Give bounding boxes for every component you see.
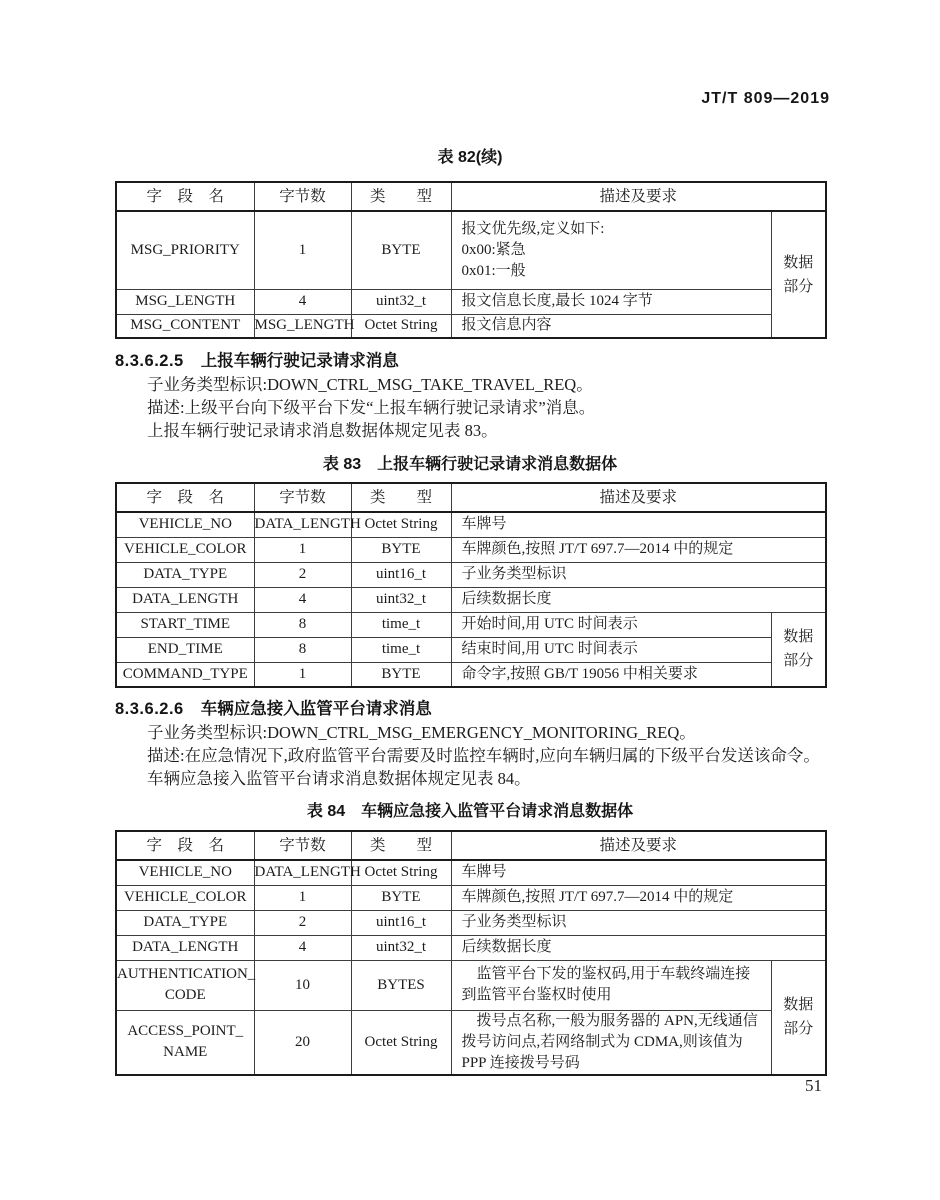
type-cell: time_t [351,637,451,662]
description-line: 报文优先级,定义如下: [461,220,605,237]
table-82-title: 表 82(续) [437,149,503,166]
section-body [147,721,860,790]
field-name-cell: VEHICLE_COLOR [116,885,254,910]
type-cell: uint32_t [351,587,451,612]
field-name-cell: MSG_LENGTH [116,289,254,314]
description-cell: 监管平台下发的鉴权码,用于车载终端连接到监管平台鉴权时使用 [451,960,771,1010]
table-83 [115,482,827,688]
type-cell: BYTE [351,537,451,562]
field-name-cell: END_TIME [116,637,254,662]
field-name-cell: DATA_LENGTH [116,935,254,960]
description-line: 0x01:一般 [461,262,526,279]
table-row [116,1010,826,1075]
table-row [116,612,826,637]
table-row [116,562,826,587]
byte-count-cell: MSG_LENGTH [254,314,351,338]
table-row [116,211,826,289]
section-paragraph: 描述:上级平台向下级平台下发“上报车辆行驶记录请求”消息。 [147,398,596,417]
byte-count-cell: DATA_LENGTH [254,860,351,885]
section-paragraph: 子业务类型标识:DOWN_CTRL_MSG_TAKE_TRAVEL_REQ。 [147,375,593,394]
field-name-cell: MSG_PRIORITY [116,211,254,289]
byte-count-cell: 20 [254,1010,351,1075]
description-cell: 后续数据长度 [451,587,826,612]
field-name-cell: DATA_LENGTH [116,587,254,612]
section-8-3-6-2-6 [115,698,860,790]
byte-count-cell: 1 [254,537,351,562]
type-cell: BYTE [351,662,451,687]
description-cell: 报文信息内容 [451,314,771,338]
table-row [116,960,826,1010]
byte-count-cell: 2 [254,910,351,935]
header-byte-count: 字节数 [254,483,351,512]
table-row [116,314,826,338]
field-name-line: NAME [163,1044,208,1060]
document-code: JT/T 809—2019 [701,90,830,107]
field-name-cell: START_TIME [116,612,254,637]
table-row [116,587,826,612]
byte-count-cell: 1 [254,211,351,289]
type-cell: BYTE [351,885,451,910]
field-name-cell: VEHICLE_NO [116,860,254,885]
header-field-name: 字 段 名 [116,182,254,211]
table-row [116,885,826,910]
description-cell: 车牌颜色,按照 JT/T 697.7—2014 中的规定 [451,537,826,562]
header-description: 描述及要求 [451,831,826,860]
field-name-line: ACCESS_POINT_ [127,1023,244,1039]
type-cell: Octet String [351,860,451,885]
field-name-cell: COMMAND_TYPE [116,662,254,687]
table-84-title: 表 84 车辆应急接入监管平台请求消息数据体 [306,803,634,820]
field-name-line: AUTHENTICATION_ [117,966,256,982]
field-name-cell [116,960,254,1010]
description-cell: 结束时间,用 UTC 时间表示 [451,637,771,662]
type-cell: time_t [351,612,451,637]
description-cell: 命令字,按照 GB/T 19056 中相关要求 [451,662,771,687]
description-cell: 拨号点名称,一般为服务器的 APN,无线通信拨号访问点,若网络制式为 CDMA,则该值为 PPP 连接拨号号码 [451,1010,771,1075]
header-description: 描述及要求 [451,182,826,211]
table-83-title: 表 83 上报车辆行驶记录请求消息数据体 [322,456,618,473]
section-body [147,373,860,442]
type-cell: BYTES [351,960,451,1010]
section-paragraph: 车辆应急接入监管平台请求消息数据体规定见表 84。 [147,769,531,788]
field-name-cell: VEHICLE_NO [116,512,254,537]
header-byte-count: 字节数 [254,831,351,860]
header-type: 类 型 [351,831,451,860]
table-row [116,512,826,537]
type-cell: Octet String [351,1010,451,1075]
type-cell: Octet String [351,512,451,537]
type-cell: uint16_t [351,910,451,935]
type-cell: uint32_t [351,935,451,960]
table-header-row [116,483,826,512]
description-line: 0x00:紧急 [461,241,526,258]
description-cell: 车牌号 [451,860,826,885]
description-cell: 报文信息长度,最长 1024 字节 [451,289,771,314]
header-type: 类 型 [351,483,451,512]
field-name-cell [116,1010,254,1075]
description-cell: 车牌号 [451,512,826,537]
type-cell: BYTE [351,211,451,289]
table-row [116,637,826,662]
byte-count-cell: 2 [254,562,351,587]
table-row [116,935,826,960]
field-name-line: CODE [164,987,206,1003]
table-row [116,910,826,935]
byte-count-cell: 4 [254,289,351,314]
type-cell: uint32_t [351,289,451,314]
byte-count-cell: 1 [254,885,351,910]
page-number: 51 [805,1076,822,1095]
table-row [116,537,826,562]
table-84 [115,830,827,1076]
field-name-cell: DATA_TYPE [116,562,254,587]
field-name-cell: DATA_TYPE [116,910,254,935]
table-header-row [116,182,826,211]
section-number: 8.3.6.2.6 [115,700,184,718]
type-cell: uint16_t [351,562,451,587]
header-field-name: 字 段 名 [116,483,254,512]
section-title: 上报车辆行驶记录请求消息 [200,352,399,370]
byte-count-cell: DATA_LENGTH [254,512,351,537]
section-paragraph: 上报车辆行驶记录请求消息数据体规定见表 83。 [147,421,498,440]
byte-count-cell: 1 [254,662,351,687]
description-cell [451,211,771,289]
section-number: 8.3.6.2.5 [115,352,184,370]
section-title: 车辆应急接入监管平台请求消息 [200,700,432,718]
table-row [116,662,826,687]
description-cell: 后续数据长度 [451,935,826,960]
section-heading [115,698,860,721]
field-name-cell: VEHICLE_COLOR [116,537,254,562]
header-byte-count: 字节数 [254,182,351,211]
byte-count-cell: 8 [254,612,351,637]
field-name-cell: MSG_CONTENT [116,314,254,338]
table-row [116,289,826,314]
header-description: 描述及要求 [451,483,826,512]
table-82 [115,181,827,339]
data-part-label: 数据 部分 [771,960,826,1075]
section-paragraph: 描述:在应急情况下,政府监管平台需要及时监控车辆时,应向车辆归属的下级平台发送该命令。 [147,746,820,765]
description-cell: 车牌颜色,按照 JT/T 697.7—2014 中的规定 [451,885,826,910]
header-type: 类 型 [351,182,451,211]
description-cell: 开始时间,用 UTC 时间表示 [451,612,771,637]
byte-count-cell: 4 [254,935,351,960]
table-header-row [116,831,826,860]
type-cell: Octet String [351,314,451,338]
section-paragraph: 子业务类型标识:DOWN_CTRL_MSG_EMERGENCY_MONITORING_REQ。 [147,723,696,742]
header-field-name: 字 段 名 [116,831,254,860]
table-row [116,860,826,885]
byte-count-cell: 10 [254,960,351,1010]
description-cell: 子业务类型标识 [451,562,826,587]
byte-count-cell: 8 [254,637,351,662]
section-8-3-6-2-5 [115,350,860,442]
description-cell: 子业务类型标识 [451,910,826,935]
section-heading [115,350,860,373]
byte-count-cell: 4 [254,587,351,612]
data-part-label: 数据 部分 [771,612,826,687]
data-part-label: 数据 部分 [771,211,826,338]
